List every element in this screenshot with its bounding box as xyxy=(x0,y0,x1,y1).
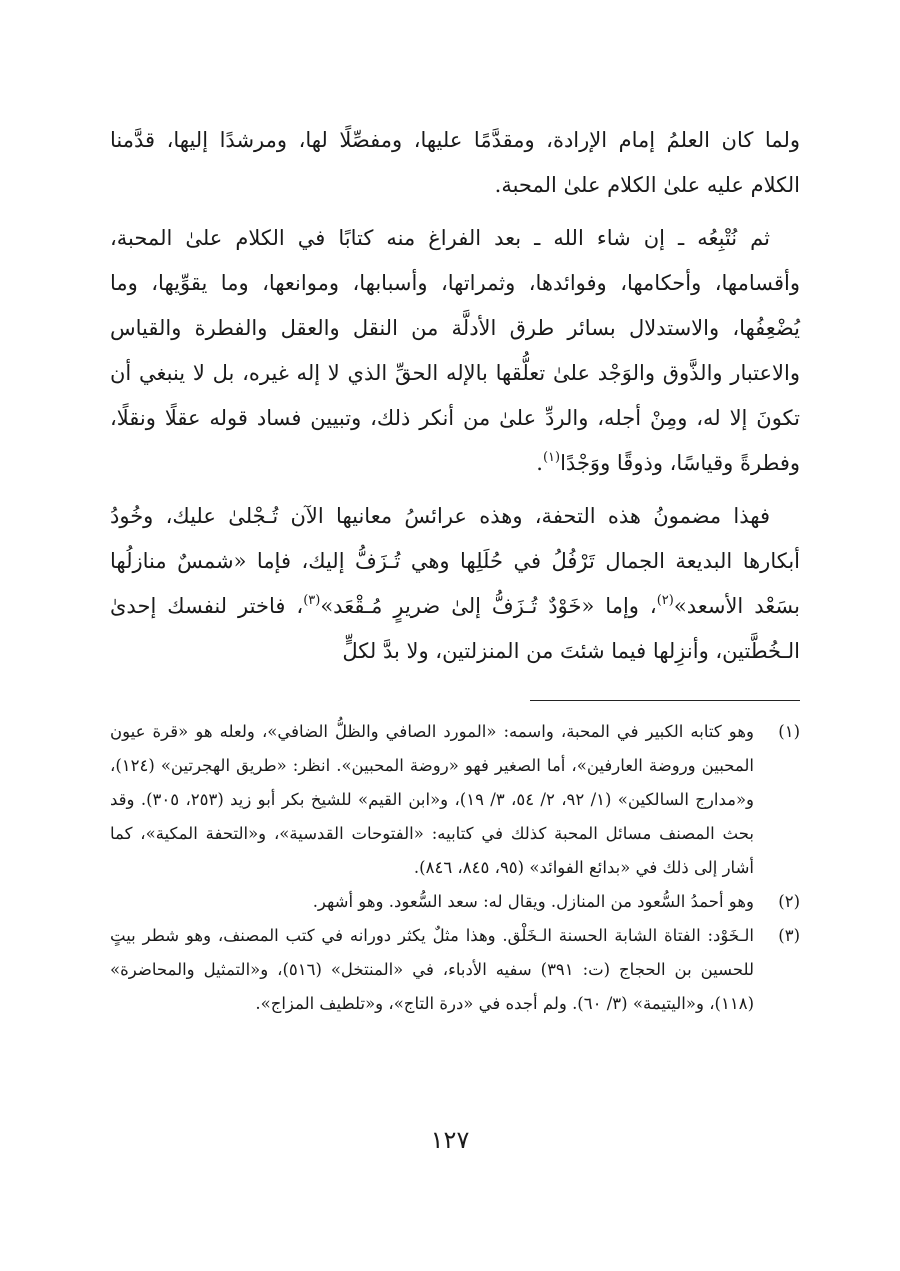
footnote-separator xyxy=(530,700,800,701)
footnote xyxy=(110,715,800,885)
paragraph-text: ولما كان العلمُ إمام الإرادة، ومقدَّمًا عليها، ومفصِّلًا لها، ومرشدًا إليها، قدَّمنا الكلام عليه علىٰ الكلام علىٰ المحبة. xyxy=(110,128,800,197)
footnotes xyxy=(110,715,800,1021)
footnote-text: وهو كتابه الكبير في المحبة، واسمه: «المورد الصافي والظلُّ الضافي»، ولعله هو «قرة عيون المحبين وروضة العارفين»، أما الصغير فهو «روضة المحبين». انظر: «طريق الهجرتين» (١٢٤)، و«مدارج السالكين» (١/ ٩٢، ٢/ ٥٤، ٣/ ١٩)، و«ابن القيم» للشيخ بكر أبو زيد (٢٥٣، ٣٠٥). وقد بحث المصنف مسائل المحبة كذلك في كتابيه: «الفتوحات القدسية»، و«التحفة المكية»، كما أشار إلى ذلك في «بدائع الفوائد» (٩٥، ٨٤٥، ٨٤٦). xyxy=(110,722,755,877)
footnote-number: (٣) xyxy=(778,926,800,945)
page-body xyxy=(110,118,800,1021)
paragraph xyxy=(110,216,800,486)
paragraph-text: . xyxy=(536,451,543,475)
footnote-ref[interactable]: (٣) xyxy=(303,593,321,608)
footnote xyxy=(110,885,800,919)
footnote-text: الـخَوْد: الفتاة الشابة الحسنة الـخَلْق. وهذا مثلٌ يكثر دورانه في كتب المصنف، وهو شطر بيتٍ للحسين بن الحجاج (ت: ٣٩١) سفيه الأدباء، في «المنتخل» (٥١٦)، و«التمثيل والمحاضرة» (١١٨)، و«اليتيمة» (٣/ ٦٠). ولم أجده في «درة التاج»، و«تلطيف المزاج». xyxy=(110,926,754,1013)
paragraph-text: ثم نُتْبِعُه ـ إن شاء الله ـ بعد الفراغ منه كتابًا في الكلام علىٰ المحبة، وأقسامها، وأحكامها، وفوائدها، وثمراتها، وأسبابها، وموانعها، وما يقوِّيها، وما يُضْعِفُها، والاستدلال بسائر طرق الأدلَّة من النقل والعقل والفطرة والقياس والاعتبار والذَّوق والوَجْد علىٰ تعلُّقها بالإله الحقِّ الذي لا إله غيره، بل لا ينبغي أن تكونَ إلا له، ومِنْ أجله، والردِّ علىٰ من أنكر ذلك، وتبيين فساد قوله عقلًا ونقلًا، وفطرةً وقياسًا، وذوقًا ووَجْدًا xyxy=(110,226,800,475)
footnote-number: (١) xyxy=(778,722,800,741)
footnote-text: وهو أحمدُ السُّعود من المنازل. ويقال له: سعد السُّعود. وهو أشهر. xyxy=(312,892,754,911)
main-text xyxy=(110,118,800,674)
footnote xyxy=(110,919,800,1021)
page-number: ١٢٧ xyxy=(430,1126,470,1154)
paragraph xyxy=(110,118,800,208)
footnote-number: (٢) xyxy=(778,892,800,911)
footnote-ref[interactable]: (١) xyxy=(542,450,561,465)
footnote-ref[interactable]: (٢) xyxy=(656,593,674,608)
paragraph-text: ، فاختر لنفسك إحدىٰ الـخُطَّتين، وأنزِلها فيما شئتَ من المنزلتين، ولا بدَّ لكلٍّ xyxy=(110,594,800,663)
paragraph-text: ، وإما «خَوْدٌ تُـزَفُّ إلىٰ ضريرٍ مُـقْعَد» xyxy=(320,594,657,618)
paragraph-text: فهذا مضمونُ هذه التحفة، وهذه عرائسُ معانيها الآن تُـجْلىٰ عليك، وخُودُ أبكارها البديعة الجمال تَرْفُلُ في حُلَلِها وهي تُـزَفُّ إليك، فإما «شمسٌ منازلُها بسَعْد الأسعد» xyxy=(110,504,800,618)
paragraph xyxy=(110,494,800,674)
